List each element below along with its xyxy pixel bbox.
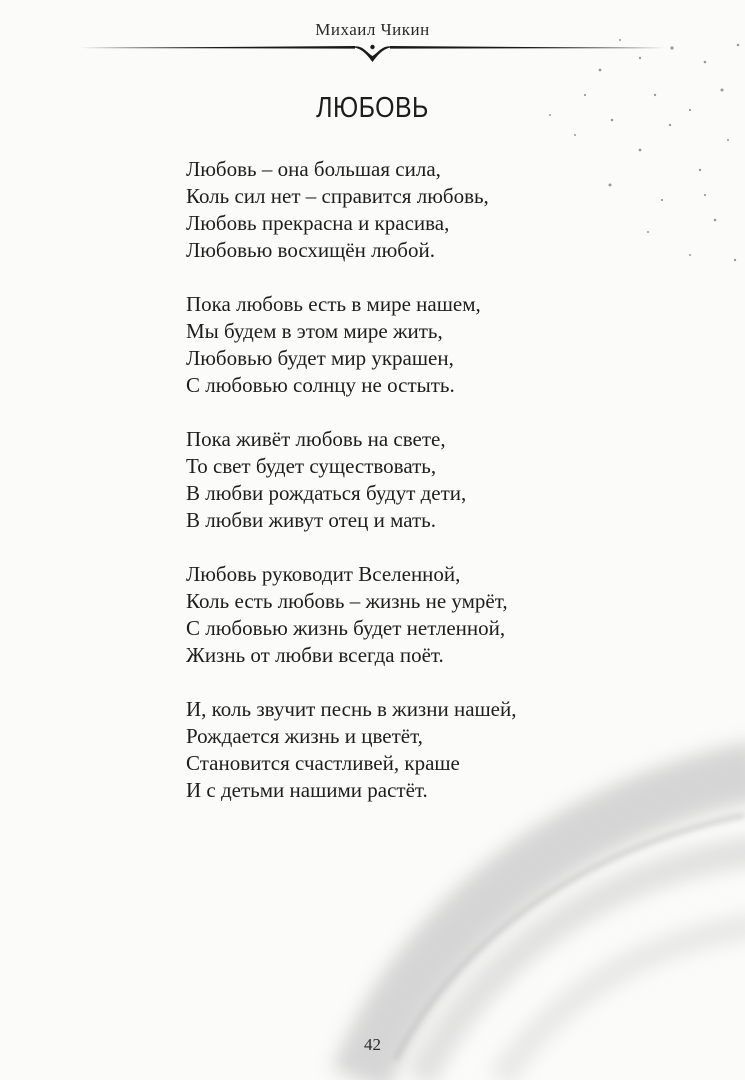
poem-line: Коль есть любовь – жизнь не умрёт, [186,589,508,613]
poem-line: Коль сил нет – справится любовь, [186,184,489,208]
poem-line: Жизнь от любви всегда поёт. [186,643,444,667]
stanza-1 [186,156,636,264]
header-ornament [80,45,665,62]
poem-line: Рождается жизнь и цветёт, [186,724,423,748]
poem-line: Мы будем в этом мире жить, [186,319,443,343]
stanza-2 [186,291,636,399]
poem-line: И с детьми нашими растёт. [186,778,428,802]
poem-line: То свет будет существовать, [186,454,437,478]
poem-line: В любви рождаться будут дети, [186,481,467,505]
poem-line: В любви живут отец и мать. [186,508,437,532]
poem-line: И, коль звучит песнь в жизни нашей, [186,697,517,721]
poem-line: Любовью восхищён любой. [186,238,435,262]
page-number: 42 [364,1035,381,1054]
poem-line: Любовь прекрасна и красива, [186,211,450,235]
running-head-author: Михаил Чикин [315,20,430,39]
poem-line: Любовью будет мир украшен, [186,346,454,370]
poem-line: Любовь – она большая сила, [186,157,441,181]
stanza-3 [186,426,636,534]
stanza-4 [186,561,636,669]
poem-title: ЛЮБОВЬ [316,92,429,124]
poem-line: Пока любовь есть в мире нашем, [186,292,481,316]
poem-body [186,156,636,831]
poem-line: Становится счастливей, краше [186,751,460,775]
poem-line: Пока живёт любовь на свете, [186,427,446,451]
stanza-5 [186,696,636,804]
poem-line: С любовью солнцу не остыть. [186,373,455,397]
poem-line: С любовью жизнь будет нетленной, [186,616,506,640]
poem-line: Любовь руководит Вселенной, [186,562,461,586]
